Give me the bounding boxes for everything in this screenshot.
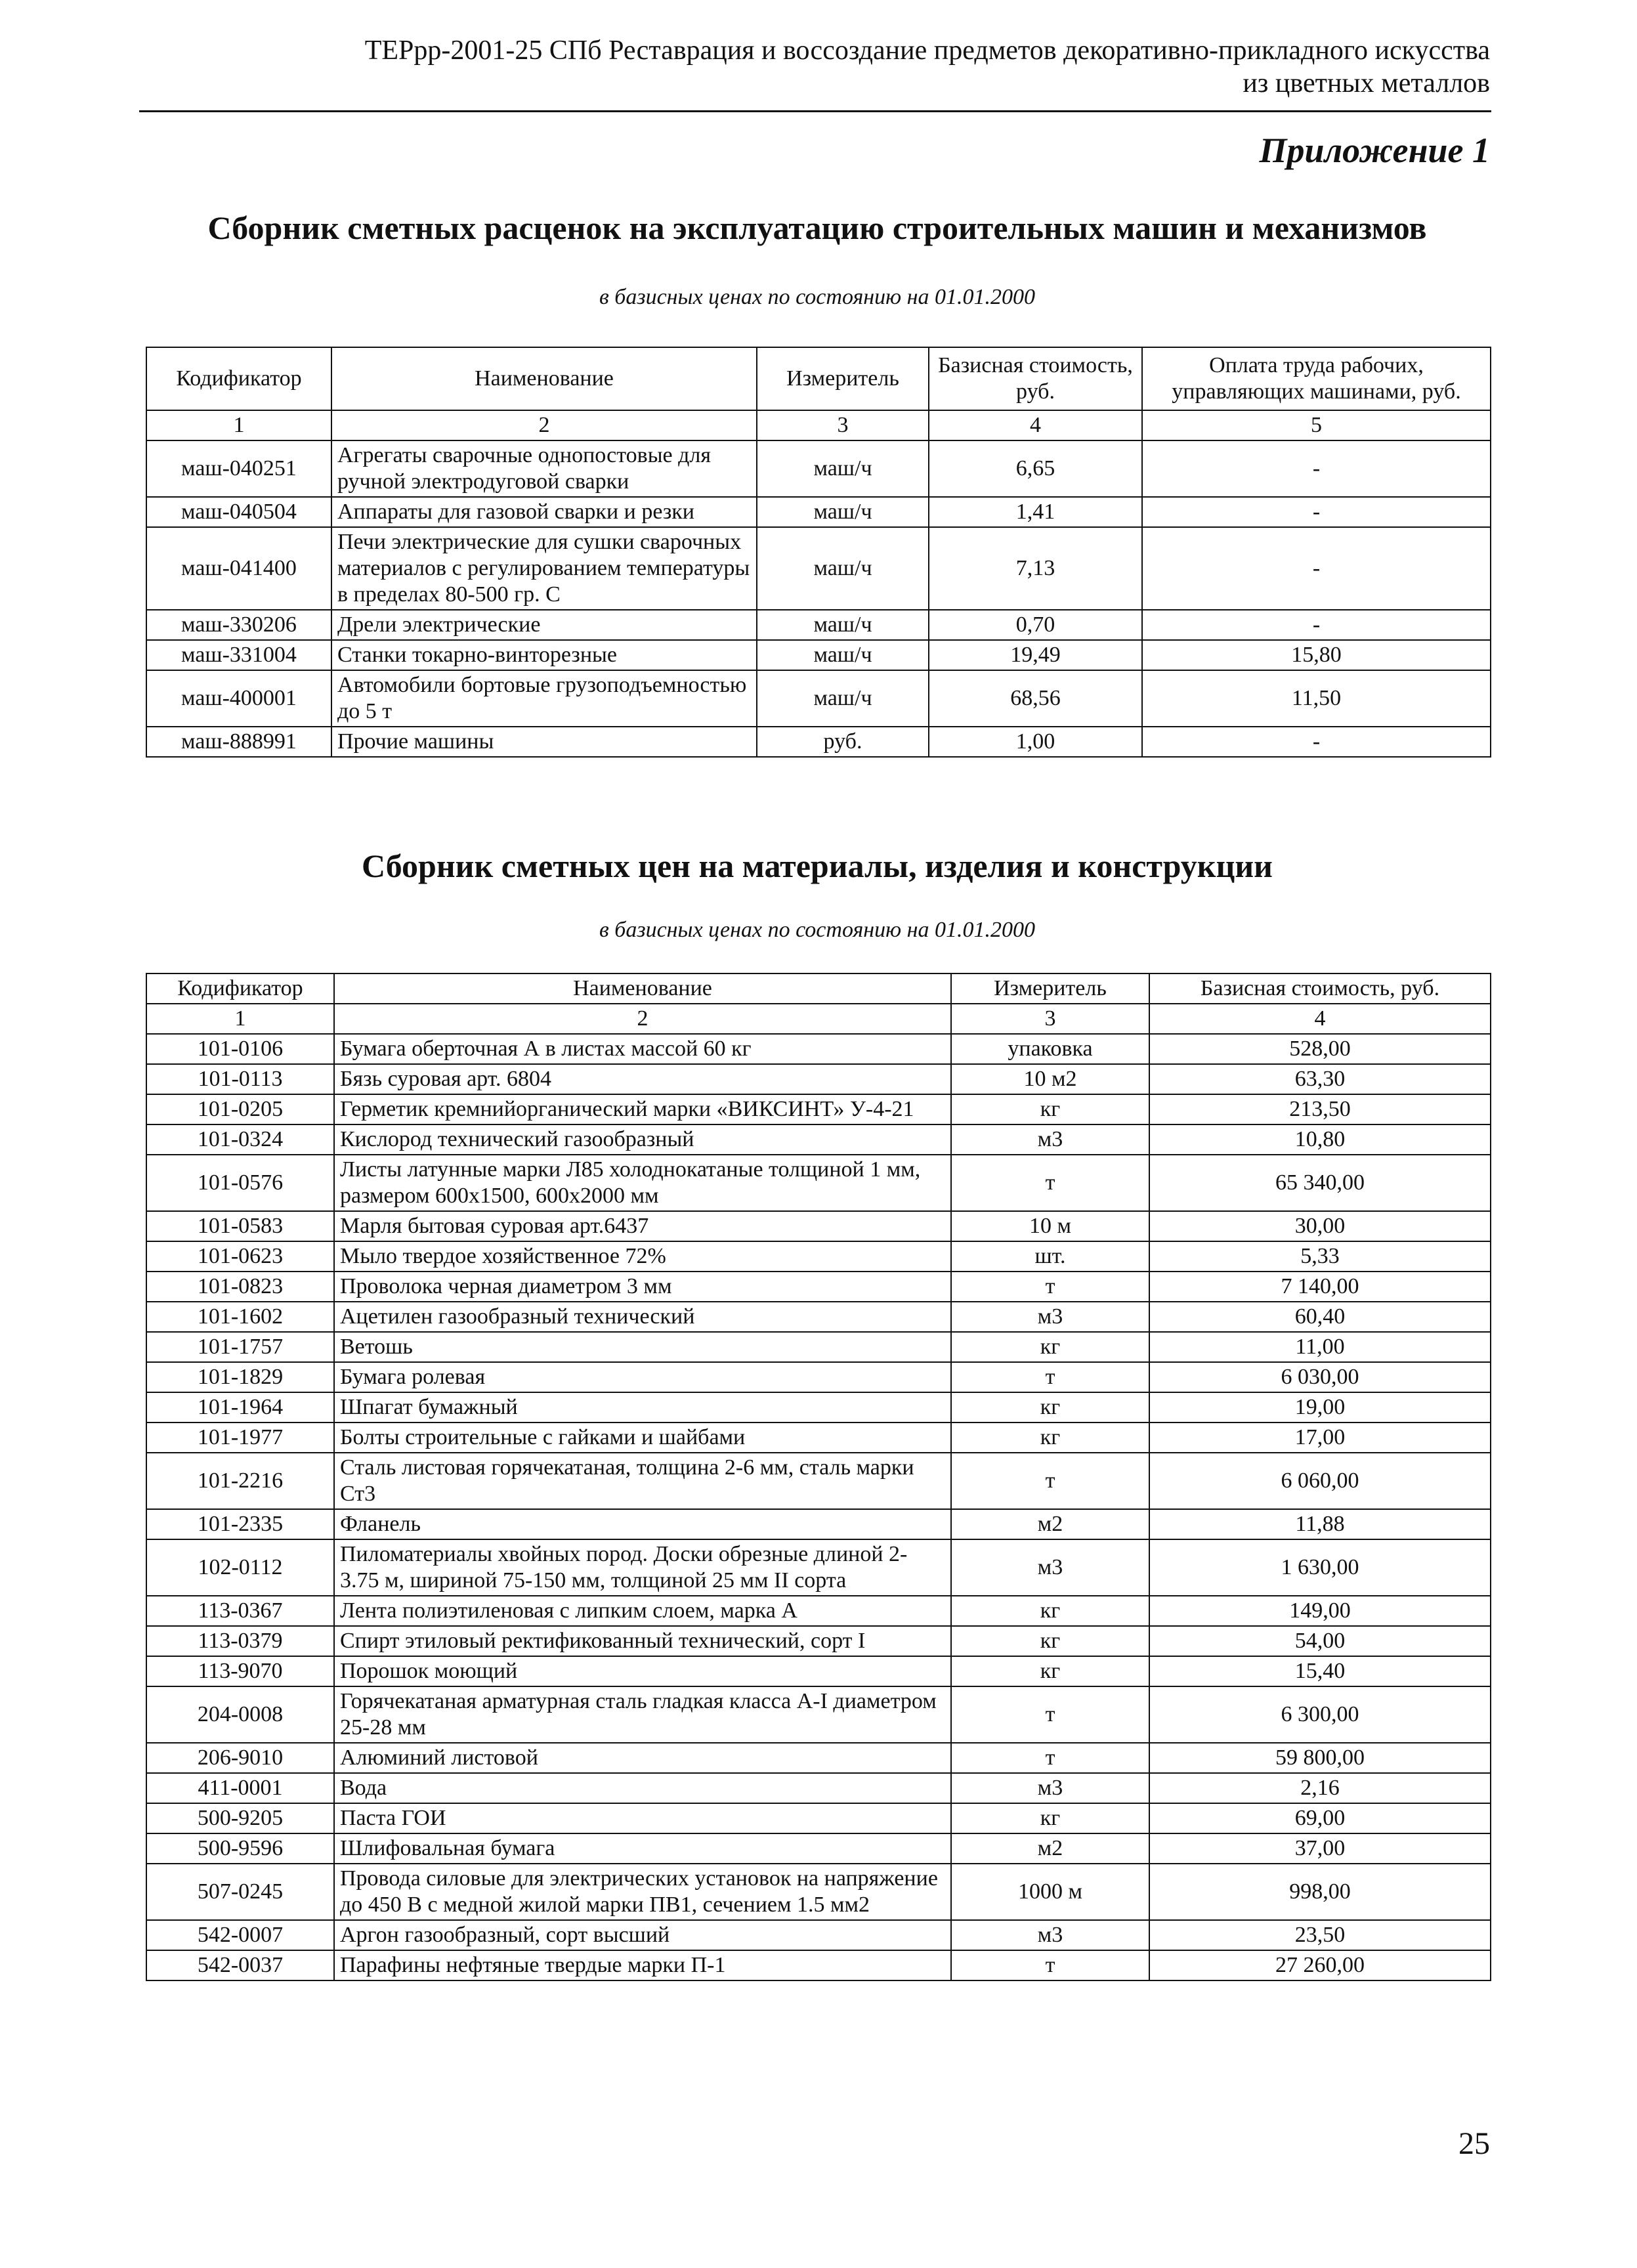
cell-name: Аргон газообразный, сорт высший	[334, 1920, 951, 1950]
materials-col-number: 3	[951, 1004, 1149, 1034]
cell-name: Ветошь	[334, 1332, 951, 1362]
table-row	[146, 1864, 1491, 1920]
cell-name: Бумага оберточная А в листах массой 60 кг	[334, 1034, 951, 1064]
materials-number-row	[146, 1004, 1491, 1034]
cell-code: 101-0113	[146, 1064, 334, 1094]
cell-name: Проволока черная диаметром 3 мм	[334, 1272, 951, 1302]
machines-table	[146, 347, 1491, 758]
cell-code: 101-0205	[146, 1094, 334, 1124]
cell-name: Прочие машины	[331, 727, 757, 757]
cell-name: Марля бытовая суровая арт.6437	[334, 1211, 951, 1241]
header-line-1: ТЕРрр-2001-25 СПб Реставрация и воссоздание предметов декоративно-прикладного искусства	[364, 35, 1490, 66]
cell-cost: 10,80	[1149, 1124, 1491, 1155]
table-row	[146, 1920, 1491, 1950]
cell-code: 113-0367	[146, 1596, 334, 1626]
cell-code: 101-2335	[146, 1509, 334, 1539]
table-row	[146, 1241, 1491, 1272]
cell-cost: 6,65	[929, 440, 1142, 497]
cell-unit: т	[951, 1453, 1149, 1509]
cell-code: 101-1829	[146, 1362, 334, 1392]
cell-cost: 17,00	[1149, 1423, 1491, 1453]
cell-cost: 37,00	[1149, 1833, 1491, 1864]
materials-col-code: Кодификатор	[146, 974, 334, 1004]
cell-name: Спирт этиловый ректификованный технический, сорт I	[334, 1626, 951, 1656]
appendix-label: Приложение 1	[1259, 131, 1490, 170]
cell-unit: 10 м	[951, 1211, 1149, 1241]
materials-table	[146, 973, 1491, 1981]
machines-col-cost: Базисная стоимость, руб.	[929, 347, 1142, 410]
cell-cost: 60,40	[1149, 1302, 1491, 1332]
cell-cost: 7 140,00	[1149, 1272, 1491, 1302]
cell-code: 101-1757	[146, 1332, 334, 1362]
cell-unit: шт.	[951, 1241, 1149, 1272]
cell-labor: 11,50	[1142, 670, 1491, 727]
machines-col-name: Наименование	[331, 347, 757, 410]
cell-cost: 11,00	[1149, 1332, 1491, 1362]
cell-name: Станки токарно-винторезные	[331, 640, 757, 670]
cell-unit: т	[951, 1272, 1149, 1302]
table-row	[146, 1272, 1491, 1302]
cell-name: Листы латунные марки Л85 холоднокатаные толщиной 1 мм, размером 600х1500, 600х2000 мм	[334, 1155, 951, 1211]
cell-cost: 7,13	[929, 527, 1142, 610]
cell-name: Пиломатериалы хвойных пород. Доски обрезные длиной 2-3.75 м, шириной 75-150 мм, толщиной 25 мм II сорта	[334, 1539, 951, 1596]
cell-cost: 528,00	[1149, 1034, 1491, 1064]
table-row	[146, 1392, 1491, 1423]
cell-labor: -	[1142, 527, 1491, 610]
table-row	[146, 1686, 1491, 1743]
cell-name: Парафины нефтяные твердые марки П-1	[334, 1950, 951, 1980]
cell-cost: 19,49	[929, 640, 1142, 670]
cell-unit: 1000 м	[951, 1864, 1149, 1920]
materials-col-unit: Измеритель	[951, 974, 1149, 1004]
cell-labor: -	[1142, 727, 1491, 757]
table-row	[146, 1656, 1491, 1686]
cell-code: маш-888991	[146, 727, 331, 757]
materials-col-name: Наименование	[334, 974, 951, 1004]
cell-name: Вода	[334, 1773, 951, 1803]
cell-unit: т	[951, 1950, 1149, 1980]
cell-cost: 27 260,00	[1149, 1950, 1491, 1980]
table-row	[146, 1423, 1491, 1453]
cell-labor: -	[1142, 440, 1491, 497]
cell-code: 507-0245	[146, 1864, 334, 1920]
table-row	[146, 1064, 1491, 1094]
cell-cost: 1,41	[929, 497, 1142, 527]
cell-code: 204-0008	[146, 1686, 334, 1743]
materials-subtitle: в базисных ценах по состоянию на 01.01.2000	[599, 918, 1036, 942]
cell-unit: м3	[951, 1302, 1149, 1332]
cell-labor: 15,80	[1142, 640, 1491, 670]
materials-col-number: 4	[1149, 1004, 1491, 1034]
table-row	[146, 497, 1491, 527]
machines-col-code: Кодификатор	[146, 347, 331, 410]
materials-title: Сборник сметных цен на материалы, изделия и конструкции	[362, 847, 1273, 884]
cell-cost: 2,16	[1149, 1773, 1491, 1803]
table-row	[146, 1302, 1491, 1332]
cell-labor: -	[1142, 610, 1491, 640]
cell-cost: 1 630,00	[1149, 1539, 1491, 1596]
cell-name: Сталь листовая горячекатаная, толщина 2-6 мм, сталь марки Ст3	[334, 1453, 951, 1509]
table-row	[146, 1211, 1491, 1241]
table-row	[146, 1124, 1491, 1155]
cell-unit: м3	[951, 1920, 1149, 1950]
cell-code: 101-2216	[146, 1453, 334, 1509]
cell-code: 500-9596	[146, 1833, 334, 1864]
table-row	[146, 610, 1491, 640]
cell-code: 101-1977	[146, 1423, 334, 1453]
materials-col-number: 2	[334, 1004, 951, 1034]
cell-unit: т	[951, 1743, 1149, 1773]
cell-name: Болты строительные с гайками и шайбами	[334, 1423, 951, 1453]
cell-name: Герметик кремнийорганический марки «ВИКСИНТ» У-4-21	[334, 1094, 951, 1124]
machines-col-number: 1	[146, 410, 331, 440]
cell-name: Мыло твердое хозяйственное 72%	[334, 1241, 951, 1272]
cell-name: Лента полиэтиленовая с липким слоем, марка А	[334, 1596, 951, 1626]
cell-unit: т	[951, 1686, 1149, 1743]
cell-cost: 1,00	[929, 727, 1142, 757]
table-row	[146, 1950, 1491, 1980]
cell-code: 542-0007	[146, 1920, 334, 1950]
cell-unit: кг	[951, 1423, 1149, 1453]
cell-name: Ацетилен газообразный технический	[334, 1302, 951, 1332]
cell-unit: упаковка	[951, 1034, 1149, 1064]
table-row	[146, 1596, 1491, 1626]
table-row	[146, 1743, 1491, 1773]
cell-code: 101-0106	[146, 1034, 334, 1064]
cell-name: Бязь суровая арт. 6804	[334, 1064, 951, 1094]
table-row	[146, 440, 1491, 497]
cell-cost: 6 300,00	[1149, 1686, 1491, 1743]
cell-unit: м3	[951, 1539, 1149, 1596]
cell-code: 113-9070	[146, 1656, 334, 1686]
cell-code: 101-0823	[146, 1272, 334, 1302]
machines-col-number: 3	[757, 410, 929, 440]
cell-name: Шпагат бумажный	[334, 1392, 951, 1423]
cell-code: 101-0583	[146, 1211, 334, 1241]
cell-code: 542-0037	[146, 1950, 334, 1980]
cell-cost: 69,00	[1149, 1803, 1491, 1833]
table-row	[146, 1626, 1491, 1656]
machines-number-row	[146, 410, 1491, 440]
cell-name: Горячекатаная арматурная сталь гладкая класса А-I диаметром 25-28 мм	[334, 1686, 951, 1743]
cell-name: Провода силовые для электрических установок на напряжение до 450 В с медной жилой марки ПВ1, сечением 1.5 мм2	[334, 1864, 951, 1920]
cell-unit: кг	[951, 1596, 1149, 1626]
table-row	[146, 1803, 1491, 1833]
cell-code: маш-040251	[146, 440, 331, 497]
header-divider	[139, 110, 1491, 112]
table-row	[146, 1539, 1491, 1596]
cell-name: Порошок моющий	[334, 1656, 951, 1686]
cell-cost: 998,00	[1149, 1864, 1491, 1920]
cell-unit: кг	[951, 1392, 1149, 1423]
table-row	[146, 640, 1491, 670]
cell-code: маш-330206	[146, 610, 331, 640]
cell-name: Фланель	[334, 1509, 951, 1539]
cell-cost: 63,30	[1149, 1064, 1491, 1094]
table-row	[146, 1094, 1491, 1124]
table-row	[146, 1034, 1491, 1064]
cell-unit: кг	[951, 1332, 1149, 1362]
cell-unit: м2	[951, 1833, 1149, 1864]
cell-unit: маш/ч	[757, 640, 929, 670]
cell-code: маш-400001	[146, 670, 331, 727]
cell-cost: 30,00	[1149, 1211, 1491, 1241]
cell-code: 411-0001	[146, 1773, 334, 1803]
cell-code: 101-0623	[146, 1241, 334, 1272]
cell-code: 102-0112	[146, 1539, 334, 1596]
machines-col-number: 4	[929, 410, 1142, 440]
cell-unit: м3	[951, 1124, 1149, 1155]
cell-cost: 11,88	[1149, 1509, 1491, 1539]
cell-cost: 23,50	[1149, 1920, 1491, 1950]
cell-cost: 0,70	[929, 610, 1142, 640]
table-row	[146, 1362, 1491, 1392]
cell-cost: 6 030,00	[1149, 1362, 1491, 1392]
cell-unit: т	[951, 1362, 1149, 1392]
cell-name: Дрели электрические	[331, 610, 757, 640]
cell-unit: маш/ч	[757, 497, 929, 527]
machines-title: Сборник сметных расценок на эксплуатацию строительных машин и механизмов	[207, 209, 1427, 246]
cell-code: 101-1964	[146, 1392, 334, 1423]
cell-cost: 54,00	[1149, 1626, 1491, 1656]
cell-cost: 149,00	[1149, 1596, 1491, 1626]
cell-unit: руб.	[757, 727, 929, 757]
cell-cost: 15,40	[1149, 1656, 1491, 1686]
machines-col-unit: Измеритель	[757, 347, 929, 410]
cell-unit: маш/ч	[757, 670, 929, 727]
machines-col-number: 2	[331, 410, 757, 440]
table-row	[146, 527, 1491, 610]
header-line-2: из цветных металлов	[1243, 68, 1490, 98]
cell-name: Алюминий листовой	[334, 1743, 951, 1773]
cell-code: 101-0324	[146, 1124, 334, 1155]
machines-col-number: 5	[1142, 410, 1491, 440]
cell-name: Печи электрические для сушки сварочных материалов с регулированием температуры в пределах 80-500 гр. С	[331, 527, 757, 610]
materials-col-number: 1	[146, 1004, 334, 1034]
cell-unit: маш/ч	[757, 610, 929, 640]
cell-cost: 213,50	[1149, 1094, 1491, 1124]
table-row	[146, 1833, 1491, 1864]
table-row	[146, 1453, 1491, 1509]
cell-name: Шлифовальная бумага	[334, 1833, 951, 1864]
cell-cost: 5,33	[1149, 1241, 1491, 1272]
cell-code: 101-0576	[146, 1155, 334, 1211]
cell-unit: кг	[951, 1626, 1149, 1656]
cell-code: 206-9010	[146, 1743, 334, 1773]
cell-name: Паста ГОИ	[334, 1803, 951, 1833]
cell-unit: т	[951, 1155, 1149, 1211]
table-row	[146, 1155, 1491, 1211]
cell-code: 113-0379	[146, 1626, 334, 1656]
cell-unit: кг	[951, 1803, 1149, 1833]
cell-unit: м2	[951, 1509, 1149, 1539]
cell-cost: 59 800,00	[1149, 1743, 1491, 1773]
cell-code: 101-1602	[146, 1302, 334, 1332]
cell-unit: маш/ч	[757, 527, 929, 610]
table-row	[146, 1332, 1491, 1362]
cell-name: Кислород технический газообразный	[334, 1124, 951, 1155]
running-header	[144, 34, 1490, 100]
machines-subtitle: в базисных ценах по состоянию на 01.01.2000	[599, 285, 1036, 309]
cell-name: Агрегаты сварочные однопостовые для ручной электродуговой сварки	[331, 440, 757, 497]
machines-col-labor: Оплата труда рабочих, управляющих машинами, руб.	[1142, 347, 1491, 410]
cell-labor: -	[1142, 497, 1491, 527]
cell-cost: 19,00	[1149, 1392, 1491, 1423]
cell-code: маш-040504	[146, 497, 331, 527]
page-number: 25	[1458, 2126, 1490, 2161]
cell-code: 500-9205	[146, 1803, 334, 1833]
table-row	[146, 1509, 1491, 1539]
materials-header-row	[146, 974, 1491, 1004]
cell-cost: 6 060,00	[1149, 1453, 1491, 1509]
cell-unit: 10 м2	[951, 1064, 1149, 1094]
cell-code: маш-041400	[146, 527, 331, 610]
table-row	[146, 1773, 1491, 1803]
cell-unit: кг	[951, 1656, 1149, 1686]
table-row	[146, 670, 1491, 727]
cell-cost: 68,56	[929, 670, 1142, 727]
cell-name: Аппараты для газовой сварки и резки	[331, 497, 757, 527]
cell-unit: м3	[951, 1773, 1149, 1803]
cell-code: маш-331004	[146, 640, 331, 670]
materials-col-cost: Базисная стоимость, руб.	[1149, 974, 1491, 1004]
cell-unit: маш/ч	[757, 440, 929, 497]
cell-unit: кг	[951, 1094, 1149, 1124]
table-row	[146, 727, 1491, 757]
cell-cost: 65 340,00	[1149, 1155, 1491, 1211]
machines-header-row	[146, 347, 1491, 410]
cell-name: Бумага ролевая	[334, 1362, 951, 1392]
cell-name: Автомобили бортовые грузоподъемностью до 5 т	[331, 670, 757, 727]
